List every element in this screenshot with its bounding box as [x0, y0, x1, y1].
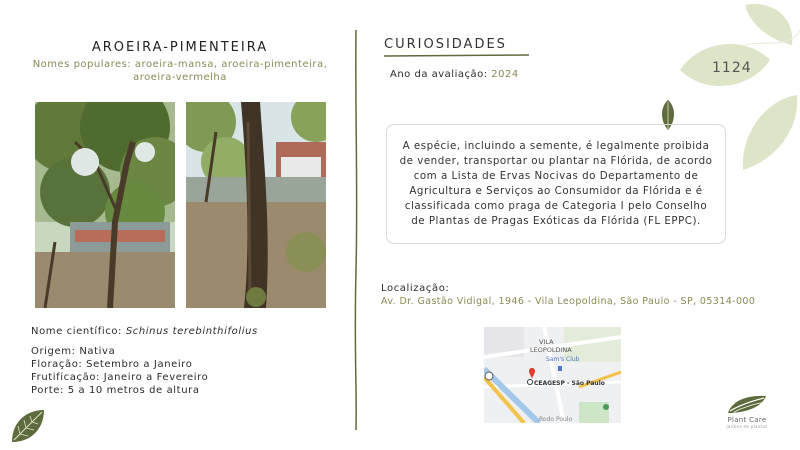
fact-size: Porte: 5 a 10 metros de altura — [31, 385, 200, 396]
fact-origin: Origem: Nativa — [31, 346, 116, 357]
map-road-label: Rodo Poulo — [539, 416, 573, 423]
plant-care-logo-icon — [726, 393, 768, 415]
year-value: 2024 — [491, 69, 519, 80]
curiosity-box — [386, 124, 726, 244]
curiosities-heading: CURIOSIDADES — [384, 37, 507, 52]
map-district-line2: LEOPOLDINA — [530, 346, 572, 354]
scientific-name-line — [31, 326, 258, 337]
map-poi: Sam's Club — [546, 356, 580, 363]
heading-underline — [384, 53, 529, 59]
scientific-label: Nome científico: — [31, 326, 123, 337]
plant-title: AROEIRA-PIMENTEIRA — [91, 40, 269, 55]
map-marker-label: CEAGESP - São Paulo — [534, 380, 605, 387]
column-divider — [350, 30, 362, 430]
fact-flowering: Floração: Setembro a Janeiro — [31, 359, 193, 370]
map-district-line1: VILA — [539, 338, 554, 346]
plant-facts — [31, 345, 208, 397]
scientific-name: Schinus terebinthifolius — [125, 326, 258, 337]
fact-fruiting: Frutificação: Janeiro a Fevereiro — [31, 372, 209, 383]
location-map[interactable] — [484, 327, 621, 423]
logo-name: Plant Care — [727, 416, 767, 424]
logo-tagline: jardins de plantas — [726, 424, 768, 429]
location-address: Av. Dr. Gastão Vidigal, 1946 - Vila Leopoldina, São Paulo - SP, 05314-000 — [381, 296, 756, 307]
evaluation-year — [390, 69, 519, 80]
location-label: Localização: — [381, 283, 450, 294]
curiosity-text: A espécie, incluindo a semente, é legalmente proibida de vender, transportar ou plantar na Flórida, de acordo com a Lista de Ervas Nocivas do Departamento de Agricultura e Serviços ao Consumidor da Flórida e é classificada como praga de Categoria I pelo Conselho de Plantas de Pragas Exóticas da Flórida (FL EPPC). — [399, 140, 713, 227]
tree-photo-trunk — [186, 102, 326, 308]
leaf-icon — [10, 408, 46, 444]
year-label: Ano da avaliação: — [390, 69, 488, 80]
tree-photo-canopy — [35, 102, 175, 308]
logo-text — [716, 416, 778, 429]
plant-code: 1124 — [712, 60, 752, 76]
popular-names: Nomes populares: aroeira-mansa, aroeira-pimenteira, aroeira-vermelha — [32, 59, 328, 83]
